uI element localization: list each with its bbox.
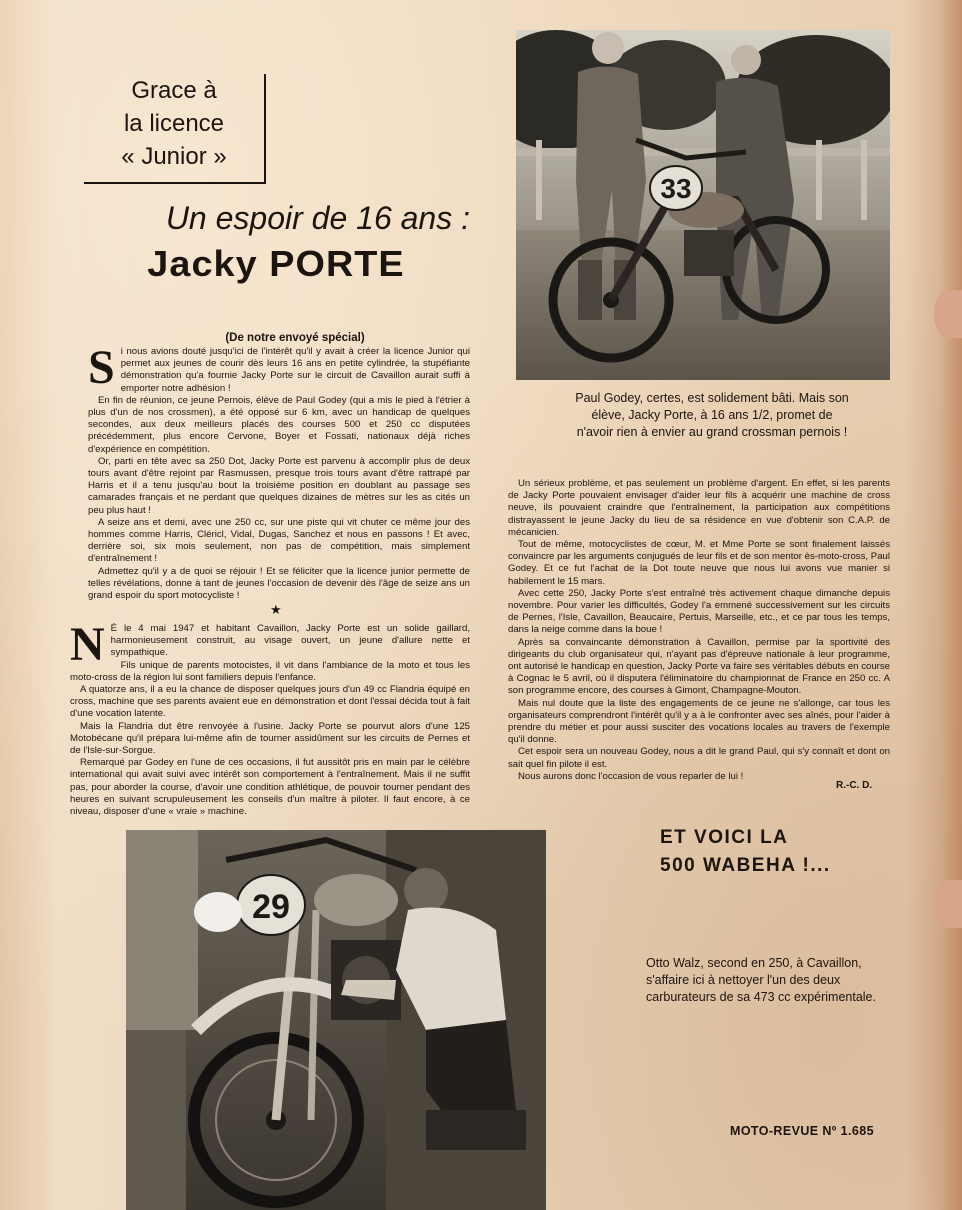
byline: (De notre envoyé spécial) xyxy=(225,332,365,344)
article-paragraph: É le 4 mai 1947 et habitant Cavaillon, Jacky Porte est un solide gaillard, harmonieusement construit, au visage ouvert, un jeune d'allure nette et sympathique. xyxy=(110,623,470,659)
article-column-continued xyxy=(508,478,890,783)
article-paragraph: Tout de même, motocyclistes de cœur, M. et Mme Porte se sont finalement laissés convaincre par les arguments conjugués de leur fils et de son mentor ès-moto-cross, Paul Godey. Et ce fut l'achat de la Dot toute neuve que nous lui avons vue manier si habilement le 15 mars. xyxy=(508,539,890,587)
article-paragraph: Un sérieux problème, et pas seulement un problème d'argent. En effet, si les parents de Jacky Porte pouvaient envisager d'aider leur fils à acquérir une machine de cross neuve, ils pouvaient craindre que l'entraînement, la participation aux compétitions distrayassent le jeune Jacky du lieu de sa résidence en vue d'obtenir son C.A.P. de mécanicien. xyxy=(508,478,890,538)
photo-walz-carburetor xyxy=(126,830,546,1210)
article-paragraph: Après sa convaincante démonstration à Cavaillon, permise par la sportivité des dirigeants du club organisateur qui, n'ayant pas d'épreuve nationale à leur programme, ont autorisé le handicap en question, Jacky Porte va faire ses véritables débuts en course à Cognac le 5 avril, où il disputera l'éliminatoire du championnat de France en 250 cc. A son programme encore, des courses à Gimont, Champagne-Mouton. xyxy=(508,636,890,697)
subhead-wabeha xyxy=(660,824,900,880)
article-paragraph: Mais nul doute que la liste des engagements de ce jeune ne s'allonge, car tous les organisateurs comprendront l'intérêt qu'il y a à le confronter avec ses aînés, pour l'aider à prendre du métier et pour aussi susciter des vocations locales au travers de l'exemple qu'il donne. xyxy=(508,697,890,746)
article-paragraph: A seize ans et demi, avec une 250 cc, sur une piste qui vit chuter ce même jour des hommes comme Harris, Cléricl, Vidal, Dugas, Sanchez et nous en passons ! Et avec, derrière soi, six mois seulement, non pas de compétition, mais simplement d'entraînement ! xyxy=(88,516,470,565)
page-tear-mark xyxy=(934,290,962,338)
article-paragraph: Fils unique de parents motocistes, il vit dans l'ambiance de la moto et tous les moto-cross de la région lui sont familiers depuis l'enfance. xyxy=(70,659,470,683)
article-paragraph: Mais la Flandria dut être renvoyée à l'usine. Jacky Porte se pourvut alors d'une 125 Motobécane qu'il prépara lui-même afin de tourner assidûment sur les circuits de Pernes et de l'Isle-sur-Sorgue. xyxy=(70,720,470,757)
page-edge-shading xyxy=(940,0,962,1210)
kicker-box xyxy=(84,74,266,184)
dropcap-n: N xyxy=(70,618,105,671)
race-number-33: 33 xyxy=(660,173,692,204)
kicker-line: Grace à xyxy=(131,77,217,104)
article-paragraph: Cet espoir sera un nouveau Godey, nous a dit le grand Paul, qui s'y connaît et dont on sait quel fin pilote il est. xyxy=(508,746,890,770)
subhead-line: 500 WABEHA !... xyxy=(660,855,831,876)
dropcap-s: S xyxy=(88,341,115,394)
article-paragraph: i nous avions douté jusqu'ici de l'intérêt qu'il y avait à créer la licence Junior qui permet aux jeunes de courir dès leurs 16 ans en petite cylindrée, la stupéfiante démonstration qu'a fournie Jacky Porte sur le circuit de Cavaillon aurait suffi à emporter notre adhésion ! xyxy=(120,346,470,394)
photo-godey-and-porte xyxy=(516,30,890,380)
subhead-line: ET VOICI LA xyxy=(660,827,789,848)
kicker-line: la licence xyxy=(123,110,225,137)
article-column-intro xyxy=(88,341,470,602)
article-paragraph: Remarqué par Godey en l'une de ces occasions, il fut aussitôt pris en main par le célèbre international qui avait suivi avec intérêt son comportement à l'entraînement. Mais il ne suffit pas, pour aborder la course, d'avoir une condition athlétique, de pouvoir tourner pendant des heures en suivant scrupuleusement les conseils d'un maître à piloter. Il faut encore, à ce niveau, disposer d'une « vraie » machine. xyxy=(70,757,470,818)
page-tear-mark xyxy=(934,880,962,928)
kicker-line: « Junior » xyxy=(121,143,227,170)
page-footer-issue: MOTO-REVUE Nº 1.685 xyxy=(730,1124,874,1138)
headline-subtitle: Un espoir de 16 ans : xyxy=(165,200,470,236)
photo-caption-bottom: Otto Walz, second en 250, à Cavaillon, s'affaire ici à nettoyer l'un des deux carburateurs de sa 473 cc expérimentale. xyxy=(646,956,876,1004)
headline-title: Jacky PORTE xyxy=(147,243,405,284)
article-column-biography xyxy=(70,618,470,818)
article-paragraph: A quatorze ans, il a eu la chance de disposer quelques jours d'un 49 cc Flandria équipé en cross, machine que ses parents avaient eue en démonstration et dont l'essai décida tout à fait d'une vocation latente. xyxy=(70,684,470,720)
article-paragraph: Or, parti en tête avec sa 250 Dot, Jacky Porte est parvenu à accomplir plus de deux tours avant d'être rejoint par Rasmussen, presque trois tours avant d'être rattrapé par Harris et il a tenu jusqu'au bout la troisième position en doublant au passage ses camarades français et ne perdant que quelques dizaines de mètres sur les as cités un peu plus haut ! xyxy=(88,455,470,516)
article-paragraph: En fin de réunion, ce jeune Pernois, élève de Paul Godey (qui a mis le pied à l'étrier à plus d'un de nos crossmen), a été opposé sur 6 km, avec un handicap de quelques secondes, aux deux meilleurs placés des courses 500 et 250 cc disputées précédemment, plus encore Cervone, Boyer et Fossati, nationaux déjà riches d'expérience en compétition. xyxy=(88,394,470,455)
article-paragraph: Admettez qu'il y a de quoi se réjouir ! Et se féliciter que la licence junior permette de telles révélations, donne à tant de jeunes l'occasion de devenir dès l'âge de seize ans un grand espoir du sport motocycliste ! xyxy=(88,565,470,602)
article-paragraph: Avec cette 250, Jacky Porte s'est entraîné très activement chaque dimanche depuis novembre. Pour varier les difficultés, Godey l'a emmené successivement sur les circuits de Pernes, l'Isle, Cavaillon, Beaucaire, Pertuis, Marseille, etc., et ce par tous les temps, dans la neige comme dans la boue ! xyxy=(508,587,890,636)
photo-caption-top: Paul Godey, certes, est solidement bâti. Mais son élève, Jacky Porte, à 16 ans 1/2, promet de n'avoir rien à envier au grand crossman pernois ! xyxy=(575,391,849,439)
author-signature: R.-C. D. xyxy=(836,780,873,791)
section-separator-star: ★ xyxy=(270,602,282,617)
race-number-29: 29 xyxy=(252,888,290,926)
article-paragraph: Nous aurons donc l'occasion de vous reparler de lui ! xyxy=(518,770,744,782)
